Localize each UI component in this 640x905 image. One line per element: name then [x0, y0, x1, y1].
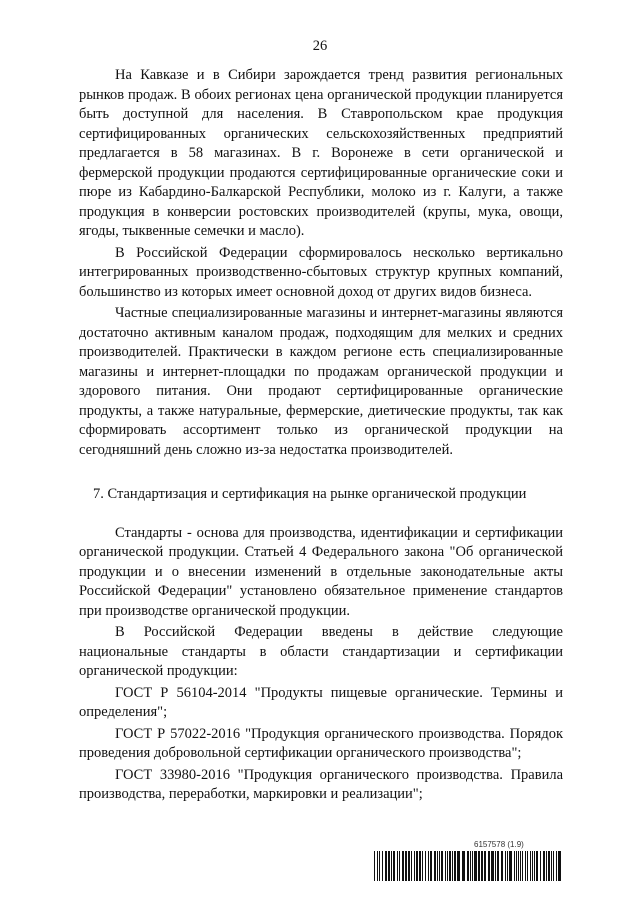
- paragraph-specialized-stores: Частные специализированные магазины и интернет-магазины являются достаточно активным каналом продаж, подходящим для мелких и средних производителей. Практически в каждом регионе есть специализированные магазины и интернет-площадки по продажам органической продукции и здорового питания. Они продают сертифицированные органические продукты, а также натуральные, фермерские, диетические продукты, так как сформировать ассортимент только из органической продукции на сегодняшний день сложно из-за недостатка производителей.: [79, 305, 563, 458]
- standard-item-33980: ГОСТ 33980-2016 "Продукция органического производства. Правила производства, переработки, маркировки и реализации";: [79, 766, 563, 802]
- standard-item-56104: ГОСТ Р 56104-2014 "Продукты пищевые органические. Термины и определения";: [79, 684, 563, 720]
- standard-item-57022: ГОСТ Р 57022-2016 "Продукция органического производства. Порядок проведения добровольной сертификации органического производства";: [79, 725, 563, 761]
- paragraph-vertical-structures: В Российской Федерации сформировалось несколько вертикально интегрированных производственно-сбытовых структур крупных компаний, большинство из которых имеет основной доход от других видов бизнеса.: [79, 244, 563, 300]
- paragraph-national-standards: В Российской Федерации введены в действие следующие национальные стандарты в области стандартизации и сертификации органической продукции:: [79, 624, 563, 679]
- document-code: 6157578 (1.9): [474, 840, 524, 849]
- paragraph-regional-markets: На Кавказе и в Сибири зарождается тренд развития региональных рынков продаж. В обоих регионах цена органической продукции планируется быть доступной для населения. В Ставропольском крае продукция сертифицированных органических сельскохозяйственных предприятий предлагается в 58 магазинах. В г. Воронеже в сети органической и фермерской продукции продаются сертифицированные органические соки и пюре из Кабардино-Балкарской Республики, молоко из г. Калуги, а также продукция в конверсии ростовских производителей (крупы, мука, овощи, ягоды, тыквенные семечки и масло).: [79, 67, 563, 239]
- barcode-icon: [374, 851, 562, 881]
- document-body: [79, 66, 563, 805]
- paragraph-standards-basis: Стандарты - основа для производства, идентификации и сертификации органической продукции. Статьей 4 Федерального закона "Об органической продукции и о внесении изменений в отдельные законодательные акты Российской Федерации" установлено обязательное применение стандартов при производстве органической продукции.: [79, 524, 563, 619]
- page-number: 26: [312, 38, 328, 54]
- section-heading: 7. Стандартизация и сертификация на рынке органической продукции: [93, 486, 527, 502]
